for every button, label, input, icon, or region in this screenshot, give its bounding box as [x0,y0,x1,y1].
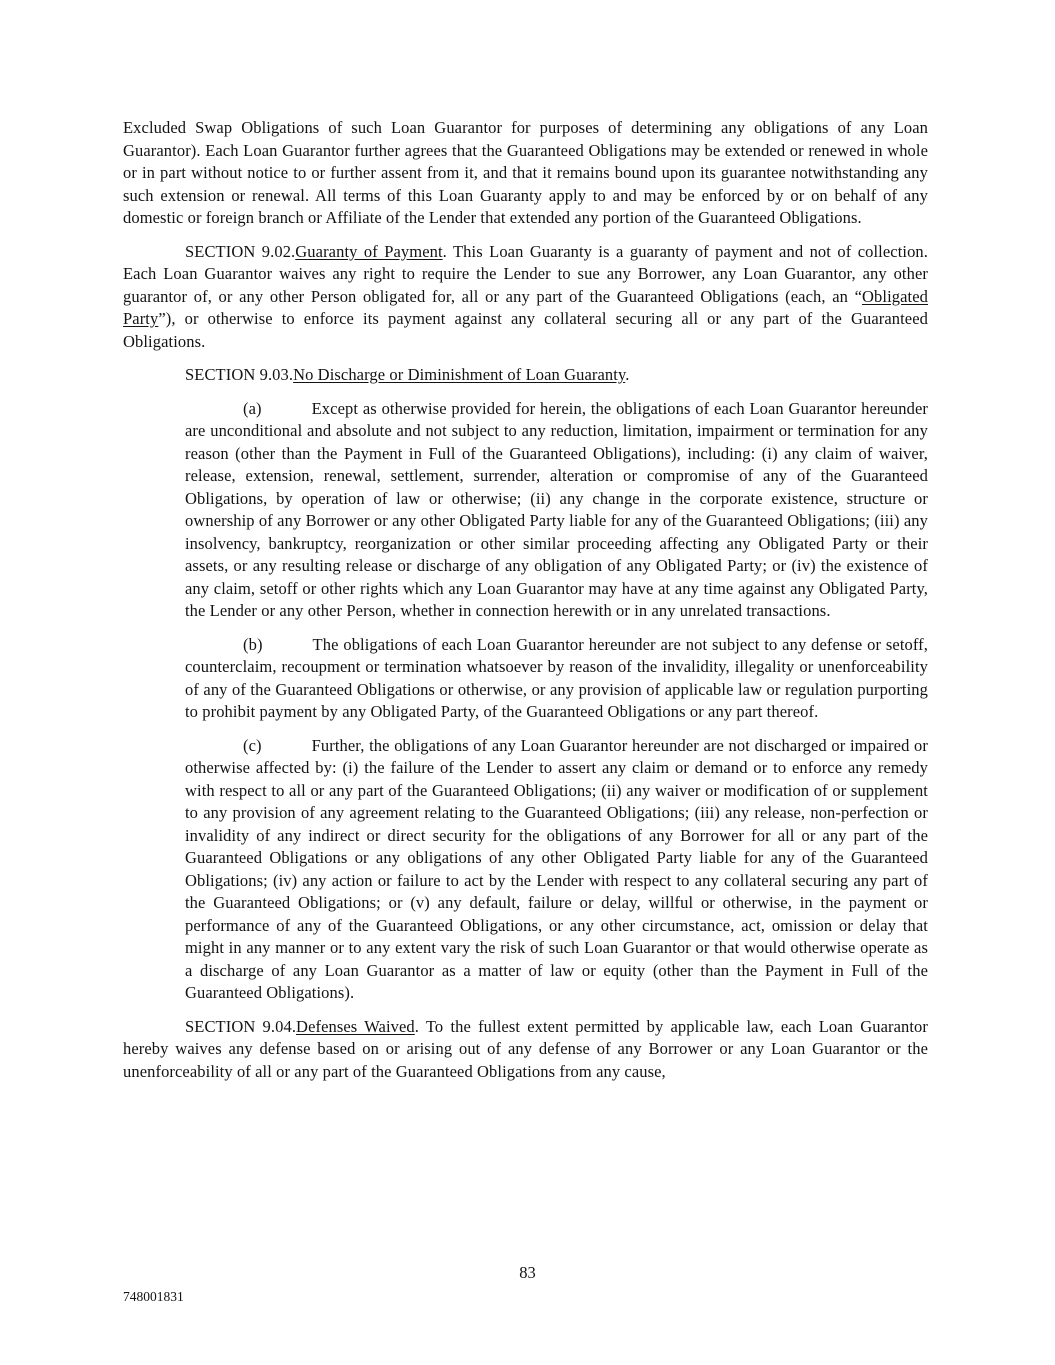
paragraph-text: ”), or otherwise to enforce its payment against any collateral securing all or any part of the Guaranteed Obligations. [123,309,928,351]
paragraph-text: . To the fullest extent permitted by applicable law, each Loan Guarantor hereby waives any defense based on or arising out of any defense of any Borrower or any Loan Guarantor or the unenforceability of all or any part of the Guaranteed Obligations from any cause, [123,1016,928,1081]
document-id-stamp: 748001831 [123,1289,184,1304]
section-label: SECTION 9.02. [185,241,296,261]
paragraph-text: . [625,365,630,384]
defined-term: Obligated Party [123,286,928,328]
paragraph-sub-c [185,735,928,1005]
paragraph-sub-a [185,398,928,623]
paragraph-section-9-04 [123,1016,928,1084]
section-title: Guaranty of Payment [295,241,443,261]
list-marker-c: (c) [243,735,262,755]
heading-section-9-03 [123,364,928,387]
paragraph-text: Except as otherwise provided for herein, the obligations of each Loan Guarantor hereunder are unconditional and absolute and not subject to any reduction, limitation, impairment or termination for any reason (other than the Payment in Full of the Guaranteed Obligations), including: (i) any claim of waiver, release, extension, renewal, settlement, surrender, alteration or compromise of any of the Guaranteed Obligations, by operation of law or otherwise; (ii) any change in the corporate existence, structure or ownership of any Borrower or any other Obligated Party liable for any of the Guaranteed Obligations; (iii) any insolvency, bankruptcy, reorganization or other similar proceeding affecting any Obligated Party or their assets, or any resulting release or discharge of any obligation of any Obligated Party; or (iv) the existence of any claim, setoff or other rights which any Loan Guarantor may have at any time against any Obligated Party, the Lender or any other Person, whether in connection herewith or in any unrelated transactions. [185,398,928,620]
list-marker-a: (a) [243,398,262,418]
paragraph-text: Excluded Swap Obligations of such Loan Guarantor for purposes of determining any obligations of any Loan Guarantor). Each Loan Guarantor further agrees that the Guaranteed Obligations may be extended or renewed in whole or in part without notice to or further assent from it, and that it remains bound upon its guarantee notwithstanding any such extension or renewal. All terms of this Loan Guaranty apply to and may be enforced by or on behalf of any domestic or foreign branch or Affiliate of the Lender that extended any portion of the Guaranteed Obligations. [123,118,928,227]
paragraph-section-9-02 [123,241,928,354]
paragraph-sub-b [185,634,928,724]
paragraph-text: The obligations of each Loan Guarantor hereunder are not subject to any defense or setoff, counterclaim, recoupment or termination whatsoever by reason of the invalidity, illegality or unenforceability of any of the Guaranteed Obligations or otherwise, or any provision of applicable law or regulation purporting to prohibit payment by any Obligated Party, of the Guaranteed Obligations or any part thereof. [185,634,928,721]
section-label: SECTION 9.03. [185,365,294,384]
paragraph-text: Further, the obligations of any Loan Guarantor hereunder are not discharged or impaired or otherwise affected by: (i) the failure of the Lender to assert any claim or demand or to enforce any remedy with respect to all or any part of the Guaranteed Obligations; (ii) any waiver or modification of or supplement to any provision of any agreement relating to the Guaranteed Obligations; (iii) any release, non-perfection or invalidity of any indirect or direct security for the obligations of any Borrower for all or any part of the Guaranteed Obligations or any obligations of any other Obligated Party liable for any of the Guaranteed Obligations; (iv) any action or failure to act by the Lender with respect to any collateral securing any part of the Guaranteed Obligations; or (v) any default, failure or delay, willful or otherwise, in the payment or performance of any of the Guaranteed Obligations, or any other circumstance, act, omission or delay that might in any manner or to any extent vary the risk of such Loan Guarantor or that would otherwise operate as a discharge of any Loan Guarantor as a matter of law or equity (other than the Payment in Full of the Guaranteed Obligations). [185,735,928,1002]
paragraph-continuation [123,117,928,230]
page-number: 83 [519,1263,536,1282]
document-body [123,117,928,1094]
section-label: SECTION 9.04. [185,1016,297,1036]
section-title: No Discharge or Diminishment of Loan Guaranty [293,365,626,384]
list-marker-b: (b) [243,634,263,654]
section-title: Defenses Waived [296,1016,415,1036]
paragraph-text: . This Loan Guaranty is a guaranty of payment and not of collection. Each Loan Guarantor waives any right to require the Lender to sue any Borrower, any Loan Guarantor, any other guarantor of, or any other Person obligated for, all or any part of the Guaranteed Obligations (each, an “ [123,241,929,306]
